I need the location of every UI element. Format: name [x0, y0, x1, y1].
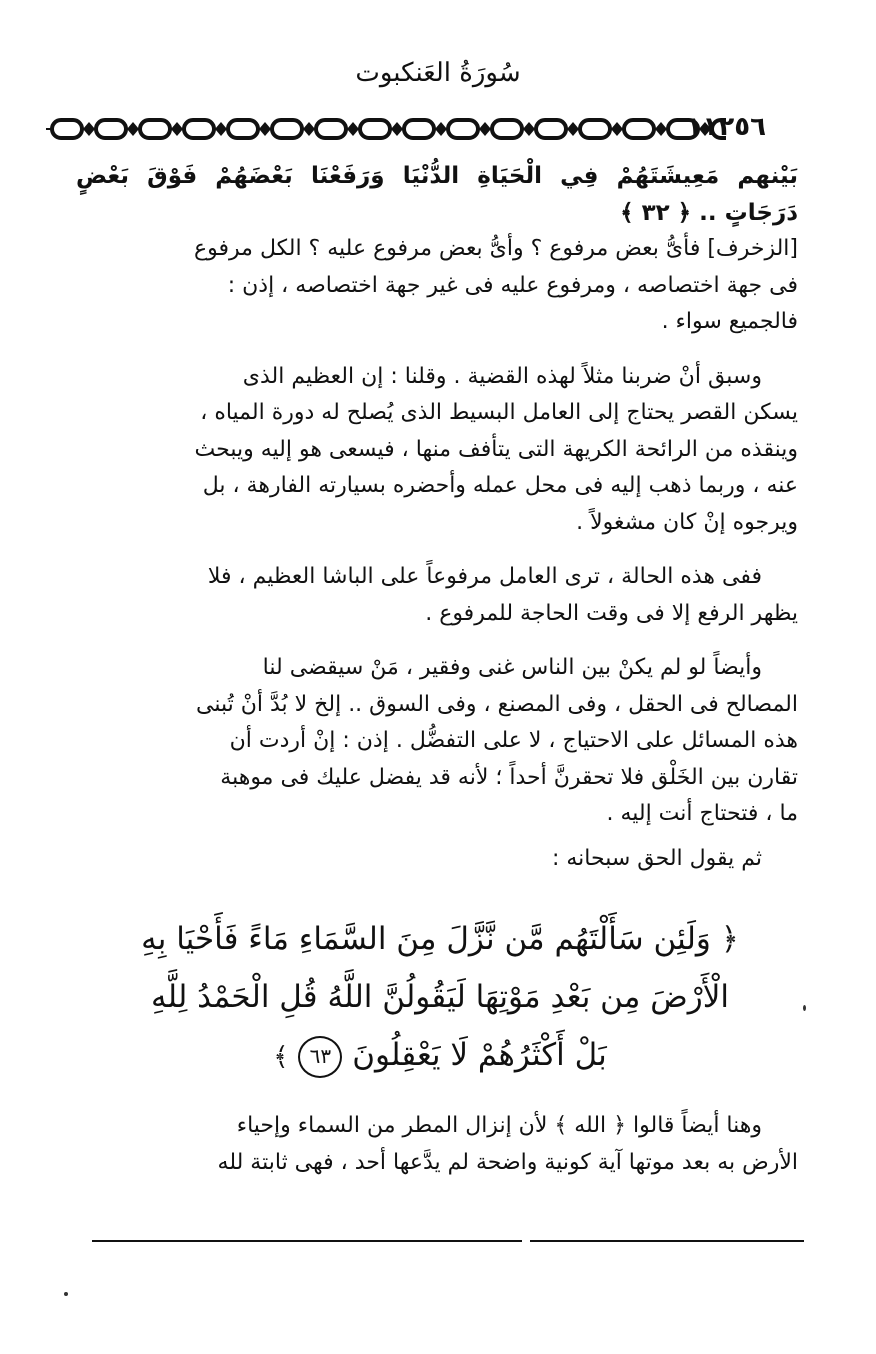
chain-diamond [127, 122, 139, 136]
chain-link [448, 120, 478, 138]
chain-diamond [523, 122, 535, 136]
chain-ornament-icon [46, 112, 726, 146]
paragraph-line: ثم يقول الحق سبحانه : [551, 845, 762, 871]
paragraph-line: وينقذه من الرائحة الكريهة التى يتأفف منها ، فيسعى هو إليه ويبحث [194, 436, 798, 462]
chain-link [228, 120, 258, 138]
footer-rule-gap [522, 1239, 530, 1243]
paragraph-line: فى جهة اختصاصه ، ومرفوع عليه فى غير جهة اختصاصه ، إذن : [227, 272, 798, 298]
print-speck [803, 1005, 806, 1011]
quran-verse-block [140, 910, 740, 1086]
chain-diamond [435, 122, 447, 136]
chain-diamond [171, 122, 183, 136]
paragraph-line: ويرجوه إنْ كان مشغولاً . [576, 509, 798, 535]
paragraph-line: عنه ، وربما ذهب إليه فى محل عمله وأحضره بسيارته الفارهة ، بل [202, 473, 798, 498]
paragraph-line: وسبق أنْ ضربنا مثلاً لهذه القضية . وقلنا : إن العظيم الذى [242, 363, 762, 389]
page-number: ١١٢٥٦ [686, 112, 766, 142]
chain-diamond [391, 122, 403, 136]
chain-link [316, 120, 346, 138]
print-speck [64, 1292, 68, 1296]
paragraph-line: [الزخرف] فأىُّ بعض مرفوع ؟ وأىُّ بعض مرفوع عليه ؟ الكل مرفوع [194, 236, 798, 261]
closing-text [76, 1108, 798, 1181]
chain-diamond [567, 122, 579, 136]
chain-diamond [83, 122, 95, 136]
paragraph-line: المصالح فى الحقل ، وفى المصنع ، وفى السوق .. إلخ لا بُدَّ أنْ تُبنى [195, 691, 798, 717]
flower-ornament-icon: ﴾ [273, 1042, 289, 1072]
footer-rule [92, 1240, 804, 1242]
paragraph-line: هذه المسائل على الاحتياج ، لا على التفضُّل . إذن : إنْ أردت أن [229, 728, 798, 753]
verse-quote-text: بَيْنهم مَعِيشَتَهُمْ فِي الْحَيَاةِ الدُّنْيَا وَرَفَعْنَا بَعْضَهُمْ فَوْقَ بَعْضٍ دَرَجَاتٍ .. ﴿ ٣٢ ﴾ [76, 163, 798, 226]
chain-diamond [611, 122, 623, 136]
chain-diamond [215, 122, 227, 136]
paragraph-line: الأرض به بعد موتها آية كونية واضحة لم يدَّعها أحد ، فهى ثابتة لله [217, 1149, 798, 1175]
chain-link [52, 120, 82, 138]
paragraph-line: وهنا أيضاً قالوا ﴿ الله ﴾ لأن إنزال المطر من السماء وإحياء [236, 1113, 762, 1138]
paragraph-line: يسكن القصر يحتاج إلى العامل البسيط الذى يُصلح له دورة المياه ، [200, 400, 798, 425]
paragraph-line: يظهر الرفع إلا فى وقت الحاجة للمرفوع . [425, 600, 798, 626]
verse-quote-line [76, 158, 798, 231]
chain-link [140, 120, 170, 138]
paragraph-line: ففى هذه الحالة ، ترى العامل مرفوعاً على الباشا العظيم ، فلا [207, 564, 762, 589]
quran-verse-text: بَلْ أَكْثَرُهُمْ لَا يَعْقِلُونَ [352, 1037, 607, 1073]
verse-number-badge: ٦٣ [298, 1036, 342, 1078]
quran-verse-line: الْأَرْضَ مِن بَعْدِ مَوْتِهَا لَيَقُولُنَّ اللَّهُ قُلِ الْحَمْدُ لِلَّهِ [151, 979, 729, 1015]
chain-link [360, 120, 390, 138]
chain-link [184, 120, 214, 138]
chain-diamond [479, 122, 491, 136]
chain-link [536, 120, 566, 138]
decorative-chain-border [46, 112, 806, 146]
quran-verse-line: ﴿ وَلَئِن سَأَلْتَهُم مَّن نَّزَّلَ مِنَ السَّمَاءِ مَاءً فَأَحْيَا بِهِ [141, 921, 739, 957]
chain-link [404, 120, 434, 138]
chain-link [624, 120, 654, 138]
chain-link [272, 120, 302, 138]
chain-diamond [347, 122, 359, 136]
paragraph-line: وأيضاً لو لم يكنْ بين الناس غنى وفقير ، مَنْ سيقضى لنا [262, 655, 762, 680]
commentary-text [76, 158, 798, 877]
chain-link [492, 120, 522, 138]
paragraph-line: ما ، فتحتاج أنت إليه . [606, 801, 798, 826]
chain-diamond [655, 122, 667, 136]
paragraph-line: فالجميع سواء . [661, 309, 798, 334]
surah-title: سُورَةُ العَنكبوت [355, 58, 521, 88]
chain-link [96, 120, 126, 138]
chain-link [580, 120, 610, 138]
chain-diamond [303, 122, 315, 136]
chain-diamond [259, 122, 271, 136]
paragraph-line: تقارن بين الخَلْق فلا تحقرنَّ أحداً ؛ لأنه قد يفضل عليك فى موهبة [220, 764, 798, 790]
quran-verse-line [140, 1026, 740, 1086]
